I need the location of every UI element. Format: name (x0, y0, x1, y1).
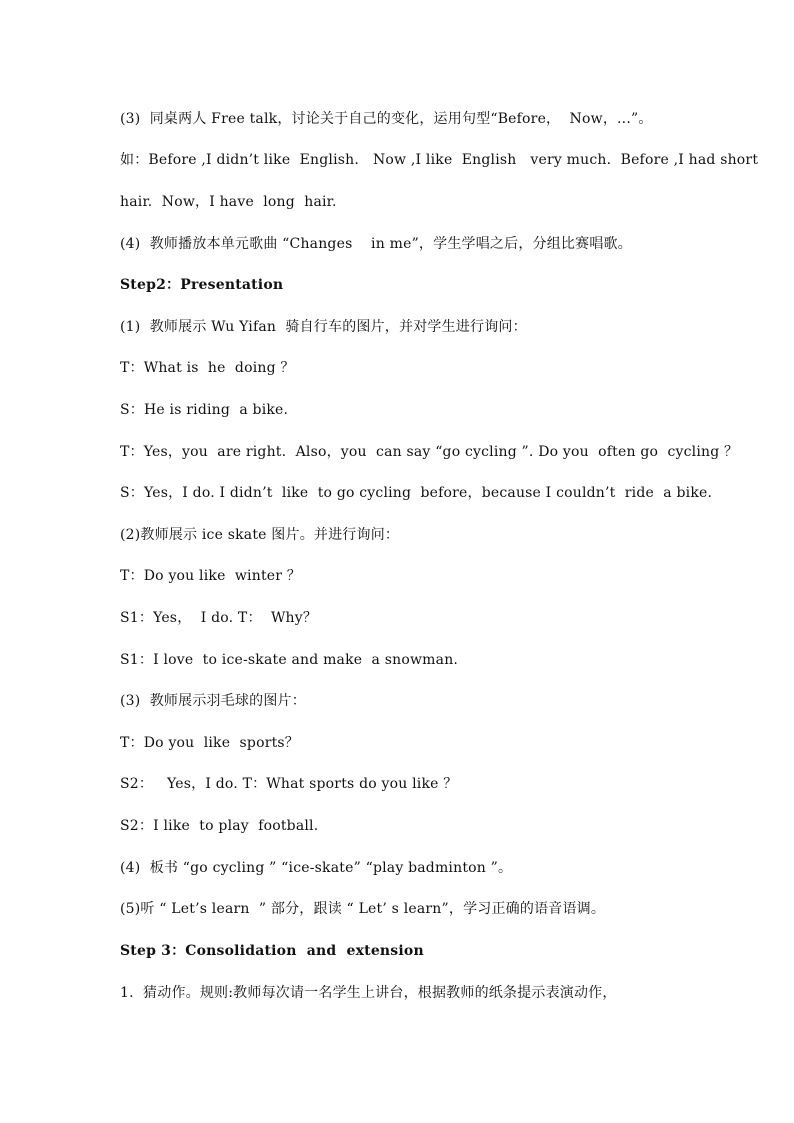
dialogue-line: S2： Yes，I do. T：What sports do you like ？ (120, 776, 458, 792)
paragraph-lets-learn: (5)听 “ Let’s learn ” 部分，跟读 “ Let’ s learn”，学习正确的语音语调。 (120, 901, 606, 917)
heading-step2: Step2：Presentation (120, 277, 284, 293)
dialogue-line: T：Yes，you are right. Also，you can say “go cycling ”. Do you often go cycling ？ (120, 444, 739, 460)
dialogue-line: S2：I like to play football. (120, 818, 319, 834)
paragraph-guess-action: 1. 猜动作。规则:教师每次请一名学生上讲台，根据教师的纸条提示表演动作， (120, 985, 617, 1001)
paragraph-free-talk: (3) 同桌两人 Free talk，讨论关于自己的变化，运用句型“Before， Now，...”。 (120, 111, 653, 127)
dialogue-line: T：Do you like sports？ (120, 735, 299, 751)
dialogue-line: S：He is riding a bike. (120, 402, 289, 418)
dialogue-line: T：Do you like winter ？ (120, 568, 302, 584)
dialogue-line: T：What is he doing ？ (120, 360, 295, 376)
paragraph-badminton: (3) 教师展示羽毛球的图片： (120, 693, 306, 709)
paragraph-example-2: hair. Now，I have long hair. (120, 194, 337, 210)
paragraph-ice-skate: (2)教师展示 ice skate 图片。并进行询问： (120, 527, 400, 543)
dialogue-line: S：Yes，I do. I didn’t like to go cycling before，because I couldn’t ride a bike. (120, 485, 713, 501)
dialogue-line: S1：Yes， I do. T： Why？ (120, 610, 318, 626)
dialogue-line: S1：I love to ice-skate and make a snowman. (120, 652, 459, 668)
heading-step3: Step 3：Consolidation and extension (120, 943, 424, 959)
paragraph-example-1: 如：Before ,I didn’t like English. Now ,I like English very much. Before ,I had short (120, 152, 759, 168)
paragraph-song: (4) 教师播放本单元歌曲 “Changes in me”，学生学唱之后，分组比赛唱歌。 (120, 236, 632, 252)
paragraph-blackboard: (4) 板书 “go cycling ” “ice-skate” “play badminton ”。 (120, 860, 513, 876)
paragraph-wu-yifan: (1) 教师展示 Wu Yifan 骑自行车的图片，并对学生进行询问： (120, 319, 527, 335)
